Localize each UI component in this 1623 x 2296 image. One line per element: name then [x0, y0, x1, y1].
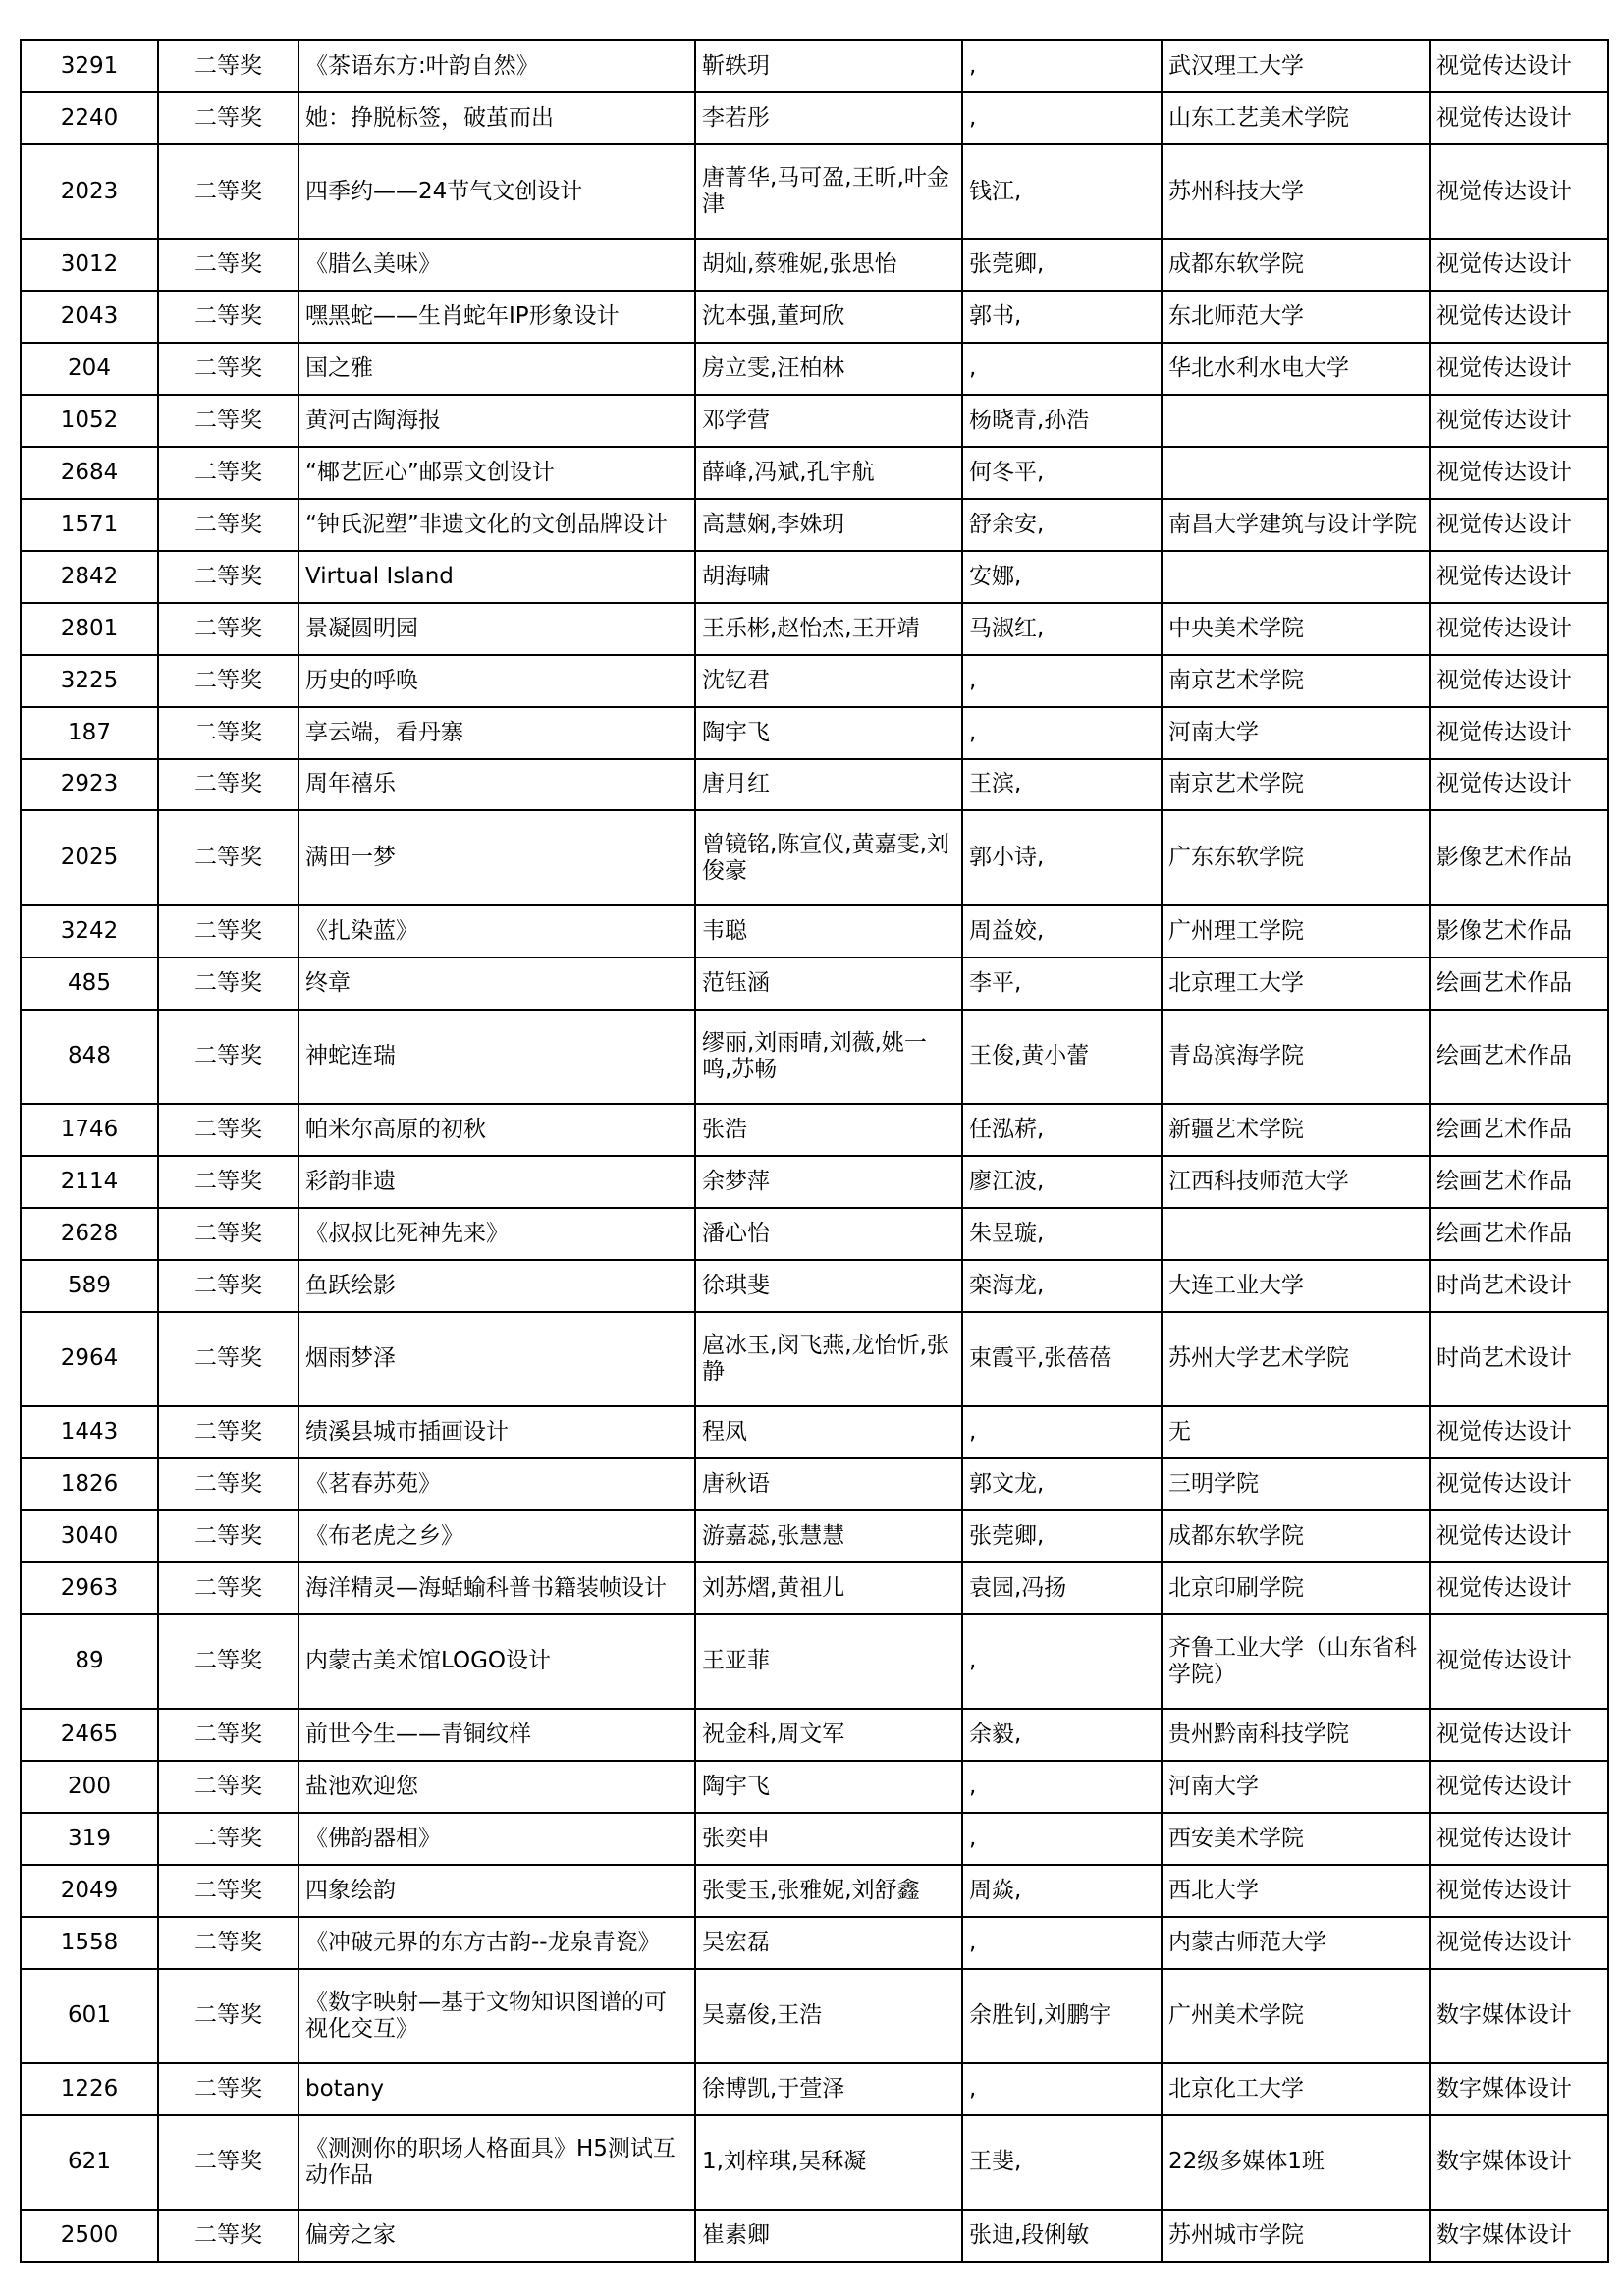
institution-cell: 北京化工大学 [1162, 2063, 1430, 2115]
table-row [21, 1458, 1608, 1510]
entry-id-cell: 3225 [21, 655, 158, 707]
institution-cell: 成都东软学院 [1162, 239, 1430, 291]
institution-cell: 三明学院 [1162, 1458, 1430, 1510]
authors-cell: 缪丽,刘雨晴,刘薇,姚一鸣,苏畅 [695, 1010, 962, 1104]
advisors-cell: 郭小诗, [962, 810, 1162, 904]
institution-cell: 成都东软学院 [1162, 1510, 1430, 1562]
entry-id-cell: 89 [21, 1614, 158, 1709]
institution-cell: 内蒙古师范大学 [1162, 1917, 1430, 1969]
table-body [21, 40, 1608, 2262]
institution-cell: 山东工艺美术学院 [1162, 92, 1430, 144]
table-row [21, 905, 1608, 957]
entry-id-cell: 2465 [21, 1709, 158, 1761]
award-level-cell: 二等奖 [158, 1104, 298, 1156]
advisors-cell: , [962, 92, 1162, 144]
table-row [21, 957, 1608, 1010]
authors-cell: 陶宇飞 [695, 1761, 962, 1813]
category-cell: 视觉传达设计 [1430, 343, 1608, 395]
authors-cell: 唐秋语 [695, 1458, 962, 1510]
table-row [21, 40, 1608, 92]
table-row [21, 1260, 1608, 1312]
institution-cell: 南京艺术学院 [1162, 759, 1430, 811]
category-cell: 影像艺术作品 [1430, 810, 1608, 904]
advisors-cell: , [962, 1761, 1162, 1813]
entry-id-cell: 601 [21, 1969, 158, 2063]
table-row [21, 92, 1608, 144]
entry-id-cell: 1558 [21, 1917, 158, 1969]
table-row [21, 655, 1608, 707]
table-row [21, 1969, 1608, 2063]
work-title-cell: 《叔叔比死神先来》 [298, 1208, 695, 1260]
entry-id-cell: 1443 [21, 1406, 158, 1458]
award-level-cell: 二等奖 [158, 759, 298, 811]
entry-id-cell: 2500 [21, 2210, 158, 2262]
table-row [21, 395, 1608, 447]
category-cell: 视觉传达设计 [1430, 1458, 1608, 1510]
advisors-cell: 朱昱璇, [962, 1208, 1162, 1260]
advisors-cell: 王斐, [962, 2115, 1162, 2210]
work-title-cell: 终章 [298, 957, 695, 1010]
table-row [21, 2063, 1608, 2115]
advisors-cell: 钱江, [962, 144, 1162, 239]
work-title-cell: 国之雅 [298, 343, 695, 395]
authors-cell: 曾镜铭,陈宣仪,黄嘉雯,刘俊豪 [695, 810, 962, 904]
work-title-cell: 四象绘韵 [298, 1865, 695, 1917]
table-row [21, 1813, 1608, 1865]
institution-cell: 武汉理工大学 [1162, 40, 1430, 92]
advisors-cell: 廖江波, [962, 1156, 1162, 1208]
award-level-cell: 二等奖 [158, 1312, 298, 1406]
table-row [21, 1917, 1608, 1969]
award-level-cell: 二等奖 [158, 1510, 298, 1562]
entry-id-cell: 2923 [21, 759, 158, 811]
authors-cell: 沈本强,董珂欣 [695, 291, 962, 343]
table-row [21, 499, 1608, 551]
advisors-cell: , [962, 1406, 1162, 1458]
award-level-cell: 二等奖 [158, 395, 298, 447]
category-cell: 视觉传达设计 [1430, 759, 1608, 811]
authors-cell: 王亚菲 [695, 1614, 962, 1709]
table-row [21, 810, 1608, 904]
table-row [21, 1614, 1608, 1709]
award-level-cell: 二等奖 [158, 92, 298, 144]
category-cell: 视觉传达设计 [1430, 40, 1608, 92]
advisors-cell: 张莞卿, [962, 1510, 1162, 1562]
entry-id-cell: 621 [21, 2115, 158, 2210]
category-cell: 数字媒体设计 [1430, 2063, 1608, 2115]
advisors-cell: 束霞平,张蓓蓓 [962, 1312, 1162, 1406]
category-cell: 视觉传达设计 [1430, 707, 1608, 759]
award-level-cell: 二等奖 [158, 291, 298, 343]
advisors-cell: 余胜钊,刘鹏宇 [962, 1969, 1162, 2063]
category-cell: 视觉传达设计 [1430, 1917, 1608, 1969]
authors-cell: 胡灿,蔡雅妮,张思怡 [695, 239, 962, 291]
entry-id-cell: 3242 [21, 905, 158, 957]
work-title-cell: 偏旁之家 [298, 2210, 695, 2262]
table-row [21, 239, 1608, 291]
institution-cell: 东北师范大学 [1162, 291, 1430, 343]
table-row [21, 2210, 1608, 2262]
authors-cell: 唐菁华,马可盈,王昕,叶金津 [695, 144, 962, 239]
work-title-cell: 《冲破元界的东方古韵--龙泉青瓷》 [298, 1917, 695, 1969]
table-row [21, 291, 1608, 343]
award-level-cell: 二等奖 [158, 2210, 298, 2262]
work-title-cell: 帕米尔高原的初秋 [298, 1104, 695, 1156]
authors-cell: 吴宏磊 [695, 1917, 962, 1969]
advisors-cell: , [962, 1917, 1162, 1969]
institution-cell [1162, 1208, 1430, 1260]
category-cell: 绘画艺术作品 [1430, 1104, 1608, 1156]
institution-cell: 广州美术学院 [1162, 1969, 1430, 2063]
category-cell: 视觉传达设计 [1430, 239, 1608, 291]
entry-id-cell: 1571 [21, 499, 158, 551]
authors-cell: 范钰涵 [695, 957, 962, 1010]
work-title-cell: 享云端，看丹寨 [298, 707, 695, 759]
award-level-cell: 二等奖 [158, 810, 298, 904]
table-row [21, 1562, 1608, 1614]
entry-id-cell: 2023 [21, 144, 158, 239]
table-row [21, 1104, 1608, 1156]
entry-id-cell: 2842 [21, 551, 158, 603]
work-title-cell: 《佛韵器相》 [298, 1813, 695, 1865]
authors-cell: 韦聪 [695, 905, 962, 957]
category-cell: 绘画艺术作品 [1430, 957, 1608, 1010]
award-level-cell: 二等奖 [158, 1562, 298, 1614]
table-row [21, 343, 1608, 395]
work-title-cell: botany [298, 2063, 695, 2115]
award-level-cell: 二等奖 [158, 1813, 298, 1865]
advisors-cell: 何冬平, [962, 447, 1162, 499]
institution-cell: 南京艺术学院 [1162, 655, 1430, 707]
award-level-cell: 二等奖 [158, 1761, 298, 1813]
category-cell: 视觉传达设计 [1430, 92, 1608, 144]
authors-cell: 张奕申 [695, 1813, 962, 1865]
category-cell: 绘画艺术作品 [1430, 1208, 1608, 1260]
institution-cell: 西北大学 [1162, 1865, 1430, 1917]
authors-cell: 1,刘梓琪,吴秝凝 [695, 2115, 962, 2210]
work-title-cell: 鱼跃绘影 [298, 1260, 695, 1312]
category-cell: 时尚艺术设计 [1430, 1260, 1608, 1312]
award-level-cell: 二等奖 [158, 1709, 298, 1761]
award-level-cell: 二等奖 [158, 144, 298, 239]
table-row [21, 603, 1608, 655]
category-cell: 视觉传达设计 [1430, 144, 1608, 239]
institution-cell: 广州理工学院 [1162, 905, 1430, 957]
entry-id-cell: 2684 [21, 447, 158, 499]
advisors-cell: , [962, 343, 1162, 395]
authors-cell: 余梦萍 [695, 1156, 962, 1208]
work-title-cell: 景凝圆明园 [298, 603, 695, 655]
table-row [21, 1865, 1608, 1917]
work-title-cell: “钟氏泥塑”非遗文化的文创品牌设计 [298, 499, 695, 551]
entry-id-cell: 2043 [21, 291, 158, 343]
entry-id-cell: 2801 [21, 603, 158, 655]
award-level-cell: 二等奖 [158, 1969, 298, 2063]
authors-cell: 徐博凯,于萱泽 [695, 2063, 962, 2115]
category-cell: 绘画艺术作品 [1430, 1156, 1608, 1208]
advisors-cell: , [962, 1614, 1162, 1709]
award-level-cell: 二等奖 [158, 1865, 298, 1917]
category-cell: 视觉传达设计 [1430, 1761, 1608, 1813]
category-cell: 数字媒体设计 [1430, 2210, 1608, 2262]
entry-id-cell: 3291 [21, 40, 158, 92]
work-title-cell: 《茶语东方:叶韵自然》 [298, 40, 695, 92]
authors-cell: 吴嘉俊,王浩 [695, 1969, 962, 2063]
authors-cell: 徐琪斐 [695, 1260, 962, 1312]
institution-cell [1162, 395, 1430, 447]
entry-id-cell: 319 [21, 1813, 158, 1865]
institution-cell: 新疆艺术学院 [1162, 1104, 1430, 1156]
category-cell: 绘画艺术作品 [1430, 1010, 1608, 1104]
work-title-cell: Virtual Island [298, 551, 695, 603]
work-title-cell: 内蒙古美术馆LOGO设计 [298, 1614, 695, 1709]
institution-cell: 华北水利水电大学 [1162, 343, 1430, 395]
work-title-cell: 《腊么美味》 [298, 239, 695, 291]
table-row [21, 1761, 1608, 1813]
work-title-cell: 海洋精灵—海蛞蝓科普书籍装帧设计 [298, 1562, 695, 1614]
authors-cell: 薛峰,冯斌,孔宇航 [695, 447, 962, 499]
institution-cell: 河南大学 [1162, 707, 1430, 759]
award-level-cell: 二等奖 [158, 551, 298, 603]
authors-cell: 邓学营 [695, 395, 962, 447]
award-level-cell: 二等奖 [158, 1917, 298, 1969]
category-cell: 视觉传达设计 [1430, 1709, 1608, 1761]
table-row [21, 2115, 1608, 2210]
authors-cell: 张浩 [695, 1104, 962, 1156]
category-cell: 视觉传达设计 [1430, 551, 1608, 603]
award-level-cell: 二等奖 [158, 905, 298, 957]
entry-id-cell: 2025 [21, 810, 158, 904]
advisors-cell: , [962, 1813, 1162, 1865]
work-title-cell: 《茗春苏苑》 [298, 1458, 695, 1510]
institution-cell: 广东东软学院 [1162, 810, 1430, 904]
work-title-cell: 《测测你的职场人格面具》H5测试互动作品 [298, 2115, 695, 2210]
advisors-cell: 任泓菥, [962, 1104, 1162, 1156]
authors-cell: 陶宇飞 [695, 707, 962, 759]
authors-cell: 靳轶玥 [695, 40, 962, 92]
entry-id-cell: 1746 [21, 1104, 158, 1156]
award-level-cell: 二等奖 [158, 40, 298, 92]
entry-id-cell: 2964 [21, 1312, 158, 1406]
institution-cell: 齐鲁工业大学（山东省科学院） [1162, 1614, 1430, 1709]
work-title-cell: 她：挣脱标签，破茧而出 [298, 92, 695, 144]
institution-cell: 西安美术学院 [1162, 1813, 1430, 1865]
category-cell: 视觉传达设计 [1430, 499, 1608, 551]
category-cell: 数字媒体设计 [1430, 1969, 1608, 2063]
advisors-cell: 周益姣, [962, 905, 1162, 957]
advisors-cell: 张莞卿, [962, 239, 1162, 291]
work-title-cell: 盐池欢迎您 [298, 1761, 695, 1813]
award-level-cell: 二等奖 [158, 707, 298, 759]
entry-id-cell: 485 [21, 957, 158, 1010]
category-cell: 视觉传达设计 [1430, 395, 1608, 447]
institution-cell: 江西科技师范大学 [1162, 1156, 1430, 1208]
entry-id-cell: 1226 [21, 2063, 158, 2115]
category-cell: 视觉传达设计 [1430, 1510, 1608, 1562]
entry-id-cell: 2963 [21, 1562, 158, 1614]
work-title-cell: 四季约——24节气文创设计 [298, 144, 695, 239]
advisors-cell: , [962, 2063, 1162, 2115]
table-row [21, 707, 1608, 759]
institution-cell: 苏州城市学院 [1162, 2210, 1430, 2262]
advisors-cell: 王俊,黄小蕾 [962, 1010, 1162, 1104]
category-cell: 视觉传达设计 [1430, 1865, 1608, 1917]
advisors-cell: 周焱, [962, 1865, 1162, 1917]
work-title-cell: 神蛇连瑞 [298, 1010, 695, 1104]
work-title-cell: “椰艺匠心”邮票文创设计 [298, 447, 695, 499]
entry-id-cell: 589 [21, 1260, 158, 1312]
advisors-cell: , [962, 655, 1162, 707]
authors-cell: 王乐彬,赵怡杰,王开靖 [695, 603, 962, 655]
category-cell: 视觉传达设计 [1430, 1813, 1608, 1865]
award-level-cell: 二等奖 [158, 1010, 298, 1104]
award-level-cell: 二等奖 [158, 1458, 298, 1510]
category-cell: 数字媒体设计 [1430, 2115, 1608, 2210]
work-title-cell: 彩韵非遗 [298, 1156, 695, 1208]
institution-cell: 青岛滨海学院 [1162, 1010, 1430, 1104]
work-title-cell: 前世今生——青铜纹样 [298, 1709, 695, 1761]
authors-cell: 崔素卿 [695, 2210, 962, 2262]
table-row [21, 759, 1608, 811]
institution-cell: 中央美术学院 [1162, 603, 1430, 655]
awards-table [20, 39, 1609, 2263]
authors-cell: 沈钇君 [695, 655, 962, 707]
award-level-cell: 二等奖 [158, 603, 298, 655]
award-level-cell: 二等奖 [158, 343, 298, 395]
advisors-cell: , [962, 707, 1162, 759]
advisors-cell: 郭文龙, [962, 1458, 1162, 1510]
award-level-cell: 二等奖 [158, 447, 298, 499]
authors-cell: 张雯玉,张雅妮,刘舒鑫 [695, 1865, 962, 1917]
work-title-cell: 《扎染蓝》 [298, 905, 695, 957]
authors-cell: 房立雯,汪柏林 [695, 343, 962, 395]
advisors-cell: 余毅, [962, 1709, 1162, 1761]
award-level-cell: 二等奖 [158, 1260, 298, 1312]
work-title-cell: 烟雨梦泽 [298, 1312, 695, 1406]
entry-id-cell: 187 [21, 707, 158, 759]
table-row [21, 447, 1608, 499]
institution-cell: 南昌大学建筑与设计学院 [1162, 499, 1430, 551]
institution-cell: 苏州科技大学 [1162, 144, 1430, 239]
work-title-cell: 绩溪县城市插画设计 [298, 1406, 695, 1458]
advisors-cell: 袁园,冯扬 [962, 1562, 1162, 1614]
authors-cell: 刘苏熠,黄祖儿 [695, 1562, 962, 1614]
table-row [21, 1510, 1608, 1562]
award-level-cell: 二等奖 [158, 239, 298, 291]
award-level-cell: 二等奖 [158, 655, 298, 707]
work-title-cell: 嘿黑蛇——生肖蛇年IP形象设计 [298, 291, 695, 343]
entry-id-cell: 2114 [21, 1156, 158, 1208]
category-cell: 视觉传达设计 [1430, 655, 1608, 707]
authors-cell: 扈冰玉,闵飞燕,龙怡忻,张静 [695, 1312, 962, 1406]
authors-cell: 唐月红 [695, 759, 962, 811]
work-title-cell: 满田一梦 [298, 810, 695, 904]
institution-cell: 贵州黔南科技学院 [1162, 1709, 1430, 1761]
entry-id-cell: 204 [21, 343, 158, 395]
advisors-cell: 舒余安, [962, 499, 1162, 551]
work-title-cell: 黄河古陶海报 [298, 395, 695, 447]
work-title-cell: 《布老虎之乡》 [298, 1510, 695, 1562]
award-level-cell: 二等奖 [158, 2063, 298, 2115]
institution-cell: 苏州大学艺术学院 [1162, 1312, 1430, 1406]
category-cell: 视觉传达设计 [1430, 603, 1608, 655]
advisors-cell: , [962, 40, 1162, 92]
institution-cell: 北京印刷学院 [1162, 1562, 1430, 1614]
advisors-cell: 杨晓青,孙浩 [962, 395, 1162, 447]
work-title-cell: 历史的呼唤 [298, 655, 695, 707]
entry-id-cell: 848 [21, 1010, 158, 1104]
entry-id-cell: 2049 [21, 1865, 158, 1917]
category-cell: 视觉传达设计 [1430, 291, 1608, 343]
table-row [21, 551, 1608, 603]
category-cell: 影像艺术作品 [1430, 905, 1608, 957]
work-title-cell: 周年禧乐 [298, 759, 695, 811]
advisors-cell: 李平, [962, 957, 1162, 1010]
authors-cell: 游嘉蕊,张慧慧 [695, 1510, 962, 1562]
advisors-cell: 张迪,段俐敏 [962, 2210, 1162, 2262]
table-row [21, 144, 1608, 239]
advisors-cell: 郭书, [962, 291, 1162, 343]
category-cell: 视觉传达设计 [1430, 1406, 1608, 1458]
institution-cell [1162, 551, 1430, 603]
advisors-cell: 马淑红, [962, 603, 1162, 655]
category-cell: 视觉传达设计 [1430, 1562, 1608, 1614]
institution-cell: 22级多媒体1班 [1162, 2115, 1430, 2210]
advisors-cell: 安娜, [962, 551, 1162, 603]
table-row [21, 1709, 1608, 1761]
category-cell: 视觉传达设计 [1430, 1614, 1608, 1709]
award-level-cell: 二等奖 [158, 957, 298, 1010]
table-row [21, 1312, 1608, 1406]
entry-id-cell: 1826 [21, 1458, 158, 1510]
authors-cell: 胡海啸 [695, 551, 962, 603]
work-title-cell: 《数字映射—基于文物知识图谱的可视化交互》 [298, 1969, 695, 2063]
authors-cell: 潘心怡 [695, 1208, 962, 1260]
table-row [21, 1406, 1608, 1458]
entry-id-cell: 3040 [21, 1510, 158, 1562]
entry-id-cell: 2240 [21, 92, 158, 144]
authors-cell: 李若彤 [695, 92, 962, 144]
institution-cell: 河南大学 [1162, 1761, 1430, 1813]
institution-cell [1162, 447, 1430, 499]
award-level-cell: 二等奖 [158, 2115, 298, 2210]
table-row [21, 1010, 1608, 1104]
institution-cell: 无 [1162, 1406, 1430, 1458]
authors-cell: 程凤 [695, 1406, 962, 1458]
authors-cell: 高慧娴,李姝玥 [695, 499, 962, 551]
category-cell: 视觉传达设计 [1430, 447, 1608, 499]
award-level-cell: 二等奖 [158, 1208, 298, 1260]
advisors-cell: 王滨, [962, 759, 1162, 811]
category-cell: 时尚艺术设计 [1430, 1312, 1608, 1406]
award-level-cell: 二等奖 [158, 499, 298, 551]
award-level-cell: 二等奖 [158, 1406, 298, 1458]
award-level-cell: 二等奖 [158, 1156, 298, 1208]
table-row [21, 1208, 1608, 1260]
award-level-cell: 二等奖 [158, 1614, 298, 1709]
entry-id-cell: 3012 [21, 239, 158, 291]
table-row [21, 1156, 1608, 1208]
institution-cell: 大连工业大学 [1162, 1260, 1430, 1312]
advisors-cell: 栾海龙, [962, 1260, 1162, 1312]
entry-id-cell: 200 [21, 1761, 158, 1813]
institution-cell: 北京理工大学 [1162, 957, 1430, 1010]
entry-id-cell: 2628 [21, 1208, 158, 1260]
entry-id-cell: 1052 [21, 395, 158, 447]
authors-cell: 祝金科,周文军 [695, 1709, 962, 1761]
